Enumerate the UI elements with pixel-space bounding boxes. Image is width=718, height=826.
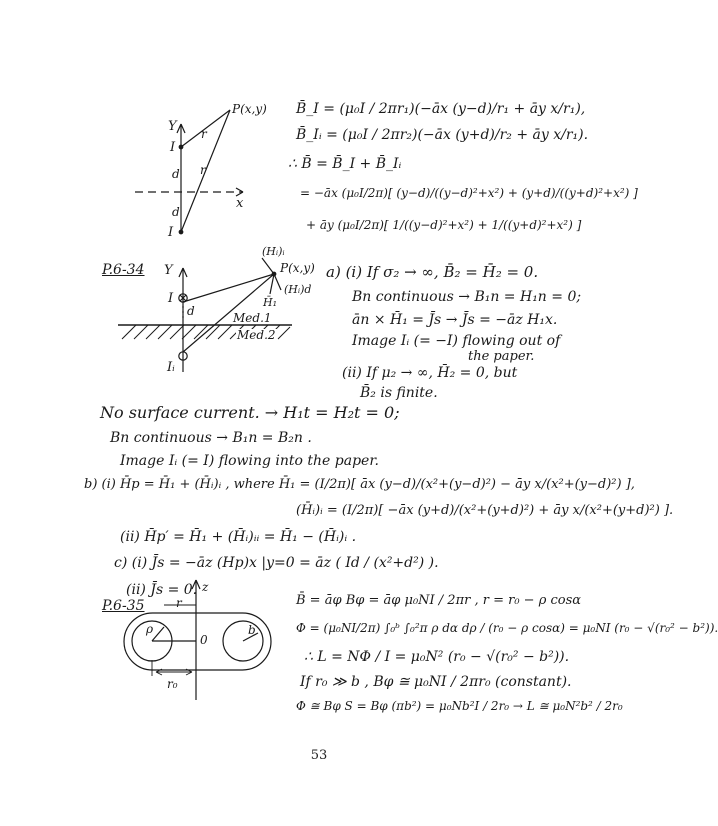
eq633-line2: B̄_Iᵢ = (μ₀I / 2πr₂)(−āx (y+d)/r₂ + āy x/r₁). bbox=[296, 127, 589, 143]
problem-label-634: P.6-34 bbox=[102, 262, 145, 278]
x-axis-label-633: x bbox=[236, 196, 244, 211]
eq634-surface-current: ān × H̄₁ = J̄s → J̄s = −āz H₁x. bbox=[352, 312, 558, 328]
eq634-b-i: b) (i) H̄p = H̄₁ + (H̄ᵢ)ᵢ , where H̄₁ = (I/2π)[ āx (y−d)/(x²+(y−d)²) − āy x/(x²+(y−d)²) ], bbox=[84, 477, 635, 492]
current-label-633: I bbox=[170, 140, 176, 155]
eq635-b-field: B̄ = āφ Bφ = āφ μ₀NI / 2πr , r = r₀ − ρ cosα bbox=[296, 593, 582, 608]
point-label-634: P(x,y) bbox=[280, 261, 315, 275]
point-label-633: P(x,y) bbox=[232, 102, 267, 116]
eq634-a-i: a) (i) If σ₂ → ∞, B̄₂ = H̄₂ = 0. bbox=[326, 263, 539, 281]
eq633-line4: = −āx (μ₀I/2π)[ (y−d)/((y−d)²+x²) + (y+d)/((y+d)²+x²) ] bbox=[300, 186, 638, 200]
eq634-a-ii: (ii) If μ₂ → ∞, H̄₂ = 0, but bbox=[342, 365, 518, 381]
eq634-c-ii: (ii) J̄s = 0. bbox=[126, 582, 198, 598]
eq634-b2-finite: B̄₂ is finite. bbox=[360, 385, 438, 401]
figure-6-35 bbox=[124, 580, 271, 700]
eq635-flux: Φ = (μ₀NI/2π) ∫₀ᵇ ∫₀²π ρ dα dρ / (r₀ − ρ cosα) = μ₀NI (r₀ − √(r₀² − b²)). bbox=[296, 621, 718, 635]
eq635-approx-b: If r₀ ≫ b , Bφ ≅ μ₀NI / 2πr₀ (constant). bbox=[300, 674, 572, 690]
page-number: 53 bbox=[310, 748, 328, 763]
current-label-634: I bbox=[168, 291, 174, 306]
z-axis-label-635: z bbox=[202, 580, 209, 594]
eq634-b-ii: (ii) H̄p′ = H̄₁ + (H̄ᵢ)ᵢᵢ = H̄₁ − (H̄ᵢ)ᵢ . bbox=[120, 529, 357, 545]
y-axis-label-633: Y bbox=[168, 119, 177, 134]
eq634-bn-cont-2: Bn continuous → B₁n = B₂n . bbox=[110, 430, 312, 446]
eq635-inductance: ∴ L = NΦ / I = μ₀N² (r₀ − √(r₀² − b²)). bbox=[304, 649, 570, 665]
r2-label: r bbox=[200, 163, 206, 177]
eq635-approx-l: Φ ≅ Bφ S = Bφ (πb²) = μ₀Nb²I / 2r₀ → L ≅ μ₀N²b² / 2r₀ bbox=[296, 699, 623, 713]
eq633-line1: B̄_I = (μ₀I / 2πr₁)(−āx (y−d)/r₁ + āy x/r₁), bbox=[296, 101, 586, 117]
r-label-635: r bbox=[176, 596, 182, 610]
b-label-635: b bbox=[248, 623, 256, 637]
figure-6-33 bbox=[135, 110, 243, 234]
d-label-634: d bbox=[187, 304, 195, 318]
eq634-c-i: c) (i) J̄s = −āz (Hp)x |y=0 = āz ( Id / (x²+d²) ). bbox=[114, 555, 439, 571]
y-axis-label-634: Y bbox=[164, 263, 173, 278]
h1-label-634: H̄₁ bbox=[263, 296, 278, 309]
medium2-label: Med.2 bbox=[237, 328, 276, 342]
rho-label-635: ρ bbox=[146, 622, 154, 636]
hi-label-634: (Hᵢ)ᵢ bbox=[262, 245, 285, 258]
zero-label-635: 0 bbox=[200, 633, 208, 647]
eq634-b-i-image: (H̄ᵢ)ᵢ = (I/2π)[ −āx (y+d)/(x²+(y+d)²) + āy x/(x²+(y+d)²) ]. bbox=[296, 503, 674, 518]
eq634-no-surface-current: No surface current. → H₁t = H₂t = 0; bbox=[100, 403, 400, 422]
d-lower-label-633: d bbox=[172, 205, 180, 219]
eq633-line3: ∴ B̄ = B̄_I + B̄_Iᵢ bbox=[288, 156, 402, 172]
r0-label-635: r₀ bbox=[167, 677, 178, 691]
image-current-label-634: Iᵢ bbox=[167, 360, 175, 375]
image-current-label-633: I bbox=[168, 225, 174, 240]
eq634-image-out-cont: the paper. bbox=[468, 349, 535, 364]
problem-label-635: P.6-35 bbox=[102, 598, 145, 614]
r1-label: r bbox=[201, 127, 207, 141]
eq633-line5: + āy (μ₀I/2π)[ 1/((y−d)²+x²) + 1/((y+d)²+x²) ] bbox=[306, 218, 582, 232]
hd-label-634: (Hᵢ)d bbox=[284, 283, 312, 296]
medium1-label: Med.1 bbox=[233, 311, 272, 325]
eq634-image-out: Image Iᵢ (= −I) flowing out of bbox=[352, 333, 561, 349]
d-upper-label-633: d bbox=[172, 167, 180, 181]
eq634-bn-cont: Bn continuous → B₁n = H₁n = 0; bbox=[352, 289, 582, 305]
eq634-image-in: Image Iᵢ (= I) flowing into the paper. bbox=[120, 453, 379, 469]
